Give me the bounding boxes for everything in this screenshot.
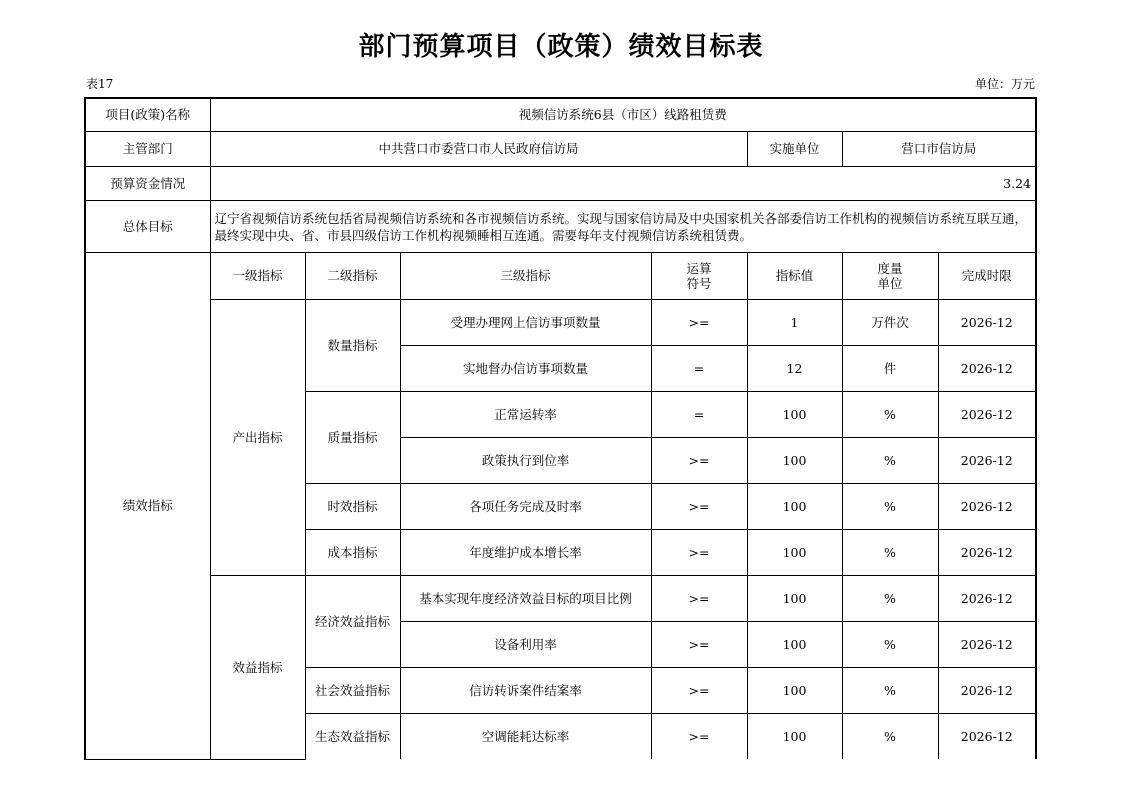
indicator-value: 100 — [747, 483, 842, 529]
indicator-name: 信访转诉案件结案率 — [400, 667, 651, 713]
indicator-unit: % — [842, 667, 938, 713]
indicator-value: 1 — [747, 299, 842, 345]
table-number: 表17 — [86, 77, 114, 91]
performance-target-table — [84, 97, 1037, 760]
level1-output: 产出指标 — [210, 299, 305, 575]
indicator-unit: % — [842, 713, 938, 759]
level2-quantity: 数量指标 — [305, 299, 400, 391]
indicator-deadline: 2026-12 — [938, 621, 1036, 667]
indicator-value: 100 — [747, 391, 842, 437]
department-label: 主管部门 — [85, 131, 210, 166]
level1-benefit: 效益指标 — [210, 575, 305, 759]
department-value: 中共营口市委营口市人民政府信访局 — [210, 131, 747, 166]
level2-timeliness: 时效指标 — [305, 483, 400, 529]
indicator-operator: >= — [651, 299, 747, 345]
table-row — [85, 299, 1036, 345]
indicator-operator: >= — [651, 437, 747, 483]
indicator-unit: % — [842, 621, 938, 667]
indicator-unit: % — [842, 483, 938, 529]
header-deadline: 完成时限 — [938, 252, 1036, 299]
header-unit-line2: 单位 — [877, 275, 903, 291]
indicator-deadline: 2026-12 — [938, 713, 1036, 759]
header-level1: 一级指标 — [210, 252, 305, 299]
implementer-label: 实施单位 — [747, 131, 842, 166]
indicator-value: 100 — [747, 667, 842, 713]
level2-economic: 经济效益指标 — [305, 575, 400, 667]
indicator-deadline: 2026-12 — [938, 575, 1036, 621]
indicator-header-row — [85, 252, 1036, 299]
implementer-value: 营口市信访局 — [842, 131, 1036, 166]
indicator-value: 100 — [747, 437, 842, 483]
level2-ecological: 生态效益指标 — [305, 713, 400, 759]
header-operator — [651, 252, 747, 299]
project-name-label: 项目(政策)名称 — [85, 98, 210, 131]
indicator-operator: >= — [651, 621, 747, 667]
level2-cost: 成本指标 — [305, 529, 400, 575]
indicator-operator: >= — [651, 483, 747, 529]
indicator-deadline: 2026-12 — [938, 437, 1036, 483]
indicator-value: 100 — [747, 575, 842, 621]
budget-row — [85, 166, 1036, 200]
indicator-value: 100 — [747, 621, 842, 667]
indicator-operator: >= — [651, 713, 747, 759]
indicator-deadline: 2026-12 — [938, 391, 1036, 437]
budget-label: 预算资金情况 — [85, 166, 210, 200]
indicator-operator: >= — [651, 529, 747, 575]
overall-goal-row — [85, 200, 1036, 252]
overall-goal-text: 辽宁省视频信访系统包括省局视频信访系统和各市视频信访系统。实现与国家信访局及中央国家机关各部委信访工作机构的视频信访系统互联互通，最终实现中央、省、市县四级信访工作机构视频睡相互连通。需要每年支付视频信访系统租赁费。 — [210, 200, 1036, 252]
unit-label: 单位：万元 — [974, 77, 1035, 91]
page-title: 部门预算项目（政策）绩效目标表 — [358, 32, 764, 62]
header-unit-line1: 度量 — [877, 260, 903, 276]
level2-quality: 质量指标 — [305, 391, 400, 483]
indicator-deadline: 2026-12 — [938, 299, 1036, 345]
indicator-unit: % — [842, 437, 938, 483]
indicator-name: 各项任务完成及时率 — [400, 483, 651, 529]
indicator-operator: >= — [651, 667, 747, 713]
indicator-deadline: 2026-12 — [938, 529, 1036, 575]
indicator-value: 100 — [747, 713, 842, 759]
header-operator-line2: 符号 — [686, 275, 712, 291]
indicator-unit: 件 — [842, 345, 938, 391]
indicator-name: 基本实现年度经济效益目标的项目比例 — [400, 575, 651, 621]
indicator-operator: = — [651, 345, 747, 391]
overall-goal-label: 总体目标 — [85, 200, 210, 252]
indicator-name: 受理办理网上信访事项数量 — [400, 299, 651, 345]
indicator-name: 实地督办信访事项数量 — [400, 345, 651, 391]
project-name-value: 视频信访系统6县（市区）线路租赁费 — [210, 98, 1036, 131]
indicator-name: 政策执行到位率 — [400, 437, 651, 483]
department-row — [85, 131, 1036, 166]
project-name-row — [85, 98, 1036, 131]
indicator-deadline: 2026-12 — [938, 345, 1036, 391]
header-operator-line1: 运算 — [686, 260, 712, 276]
indicator-unit: 万件次 — [842, 299, 938, 345]
performance-indicator-label: 绩效指标 — [85, 252, 210, 759]
header-target-value: 指标值 — [747, 252, 842, 299]
header-unit — [842, 252, 938, 299]
indicator-name: 设备利用率 — [400, 621, 651, 667]
indicator-unit: % — [842, 391, 938, 437]
indicator-unit: % — [842, 575, 938, 621]
indicator-value: 12 — [747, 345, 842, 391]
indicator-value: 100 — [747, 529, 842, 575]
indicator-deadline: 2026-12 — [938, 483, 1036, 529]
indicator-deadline: 2026-12 — [938, 667, 1036, 713]
header-level3: 三级指标 — [400, 252, 651, 299]
table-row — [85, 575, 1036, 621]
indicator-name: 正常运转率 — [400, 391, 651, 437]
indicator-name: 年度维护成本增长率 — [400, 529, 651, 575]
budget-value: 3.24 — [210, 166, 1036, 200]
indicator-unit: % — [842, 529, 938, 575]
indicator-operator: >= — [651, 575, 747, 621]
level2-social: 社会效益指标 — [305, 667, 400, 713]
indicator-operator: = — [651, 391, 747, 437]
header-level2: 二级指标 — [305, 252, 400, 299]
indicator-name: 空调能耗达标率 — [400, 713, 651, 759]
